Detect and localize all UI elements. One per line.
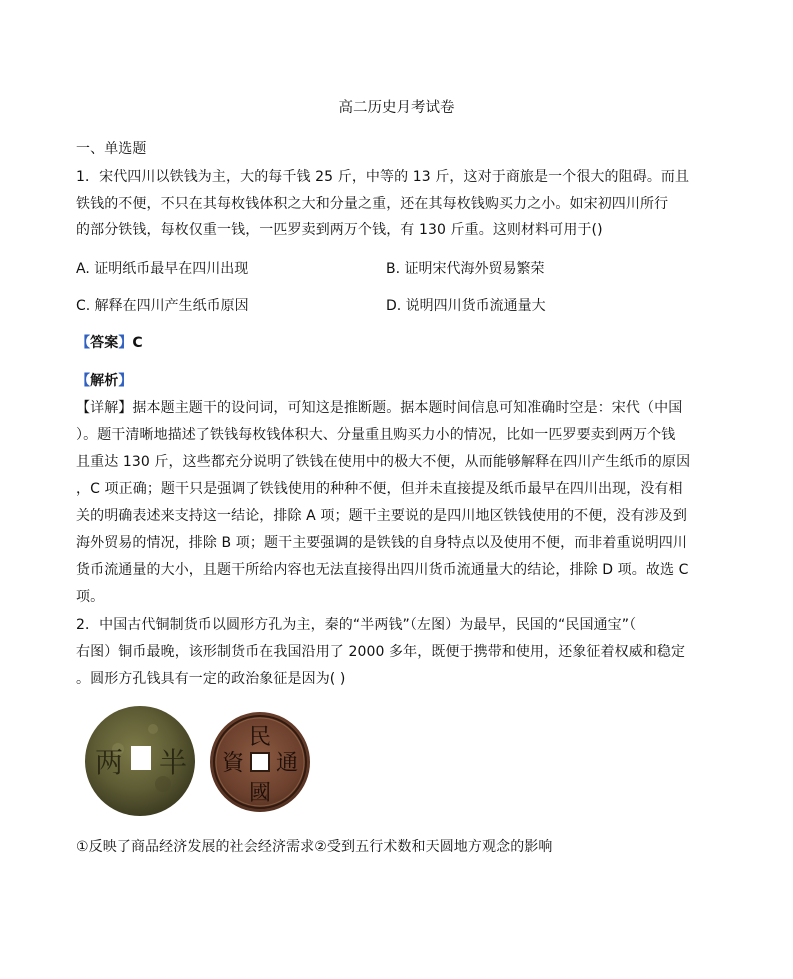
q1-option-a: A. 证明纸币最早在四川出现 xyxy=(76,261,249,277)
q1-option-b: B. 证明宋代海外贸易繁荣 xyxy=(386,261,545,277)
analysis-bracket-close: 】 xyxy=(118,373,133,389)
answer-bracket-close: 】 xyxy=(118,335,133,351)
q2-stem-line-3: 。圆形方孔钱具有一定的政治象征是因为( ) xyxy=(76,671,346,687)
analysis-label: 解析 xyxy=(90,373,119,389)
answer-bracket-open: 【 xyxy=(76,335,91,351)
tongbao-char-guo: 國 xyxy=(248,781,272,806)
q1-analysis-heading xyxy=(76,370,132,390)
banliang-coin-image xyxy=(78,704,202,818)
q1-analysis-line-7: 货币流通量的大小，且题干所给内容也无法直接得出四川货币流通量大的结论，排除 D 项。故选 C xyxy=(76,562,689,578)
q1-analysis-line-3: 且重达 130 斤，这些都充分说明了铁钱在使用中的极大不便，从而能够解释在四川产生纸币的原因 xyxy=(76,454,691,470)
analysis-bracket-open: 【 xyxy=(76,373,91,389)
q1-option-d: D. 说明四川货币流通量大 xyxy=(386,298,546,314)
q1-analysis-line-1: 【详解】据本题主题干的设问词，可知这是推断题。据本题时间信息可知准确时空是：宋代（中国 xyxy=(76,400,683,416)
minguo-tongbao-coin-image xyxy=(205,708,315,815)
page-title: 高二历史月考试卷 xyxy=(338,100,455,116)
q2-statement: ①反映了商品经济发展的社会经济需求②受到五行术数和天圆地方观念的影响 xyxy=(76,839,553,855)
q1-stem-line-2: 铁钱的不便，不只在其每枚钱体积之大和分量之重，还在其每枚钱购买力之小。如宋初四川所行 xyxy=(76,196,669,212)
q1-answer xyxy=(76,332,143,352)
q1-analysis-line-5: 关的明确表述来支持这一结论，排除 A 项；题干主要说的是四川地区铁钱使用的不便，没有涉及到 xyxy=(76,508,687,524)
q1-stem-line-3: 的部分铁钱，每枚仅重一钱，一匹罗卖到两万个钱，有 130 斤重。这则材料可用于() xyxy=(76,222,603,238)
q1-stem-line-1: 1．宋代四川以铁钱为主，大的每千钱 25 斤，中等的 13 斤，这对于商旅是一个很大的阻碍。而且 xyxy=(76,169,690,185)
q1-analysis-line-8: 项。 xyxy=(76,589,105,605)
tongbao-char-min: 民 xyxy=(248,725,272,750)
q1-analysis-line-2: ）。题干清晰地描述了铁钱每枚钱体积大、分量重且购买力小的情况，比如一匹罗要卖到两万个钱 xyxy=(76,427,676,443)
tongbao-char-bao: 資 xyxy=(221,751,245,776)
answer-value: C xyxy=(132,335,143,351)
q1-analysis-line-4: ，C 项正确；题干只是强调了铁钱使用的种种不便，但并未直接提及纸币最早在四川出现，没有相 xyxy=(76,481,683,497)
banliang-char-ban: 半 xyxy=(158,746,188,779)
q1-option-c: C. 解释在四川产生纸币原因 xyxy=(76,298,249,314)
banliang-char-liang: 两 xyxy=(94,746,124,779)
answer-label: 答案 xyxy=(90,335,119,351)
q1-analysis-line-6: 海外贸易的情况，排除 B 项；题干主要强调的是铁钱的自身特点以及使用不便，而非着重说明四川 xyxy=(76,535,688,551)
section-heading: 一、单选题 xyxy=(76,141,147,157)
q2-stem-line-1: 2．中国古代铜制货币以圆形方孔为主，秦的“半两钱”（左图）为最早，民国的“民国通宝”（ xyxy=(76,617,637,633)
q2-stem-line-2: 右图）铜币最晚，该形制货币在我国沿用了 2000 多年，既便于携带和使用，还象征着权威和稳定 xyxy=(76,644,686,660)
tongbao-char-tong: 通 xyxy=(275,751,299,776)
